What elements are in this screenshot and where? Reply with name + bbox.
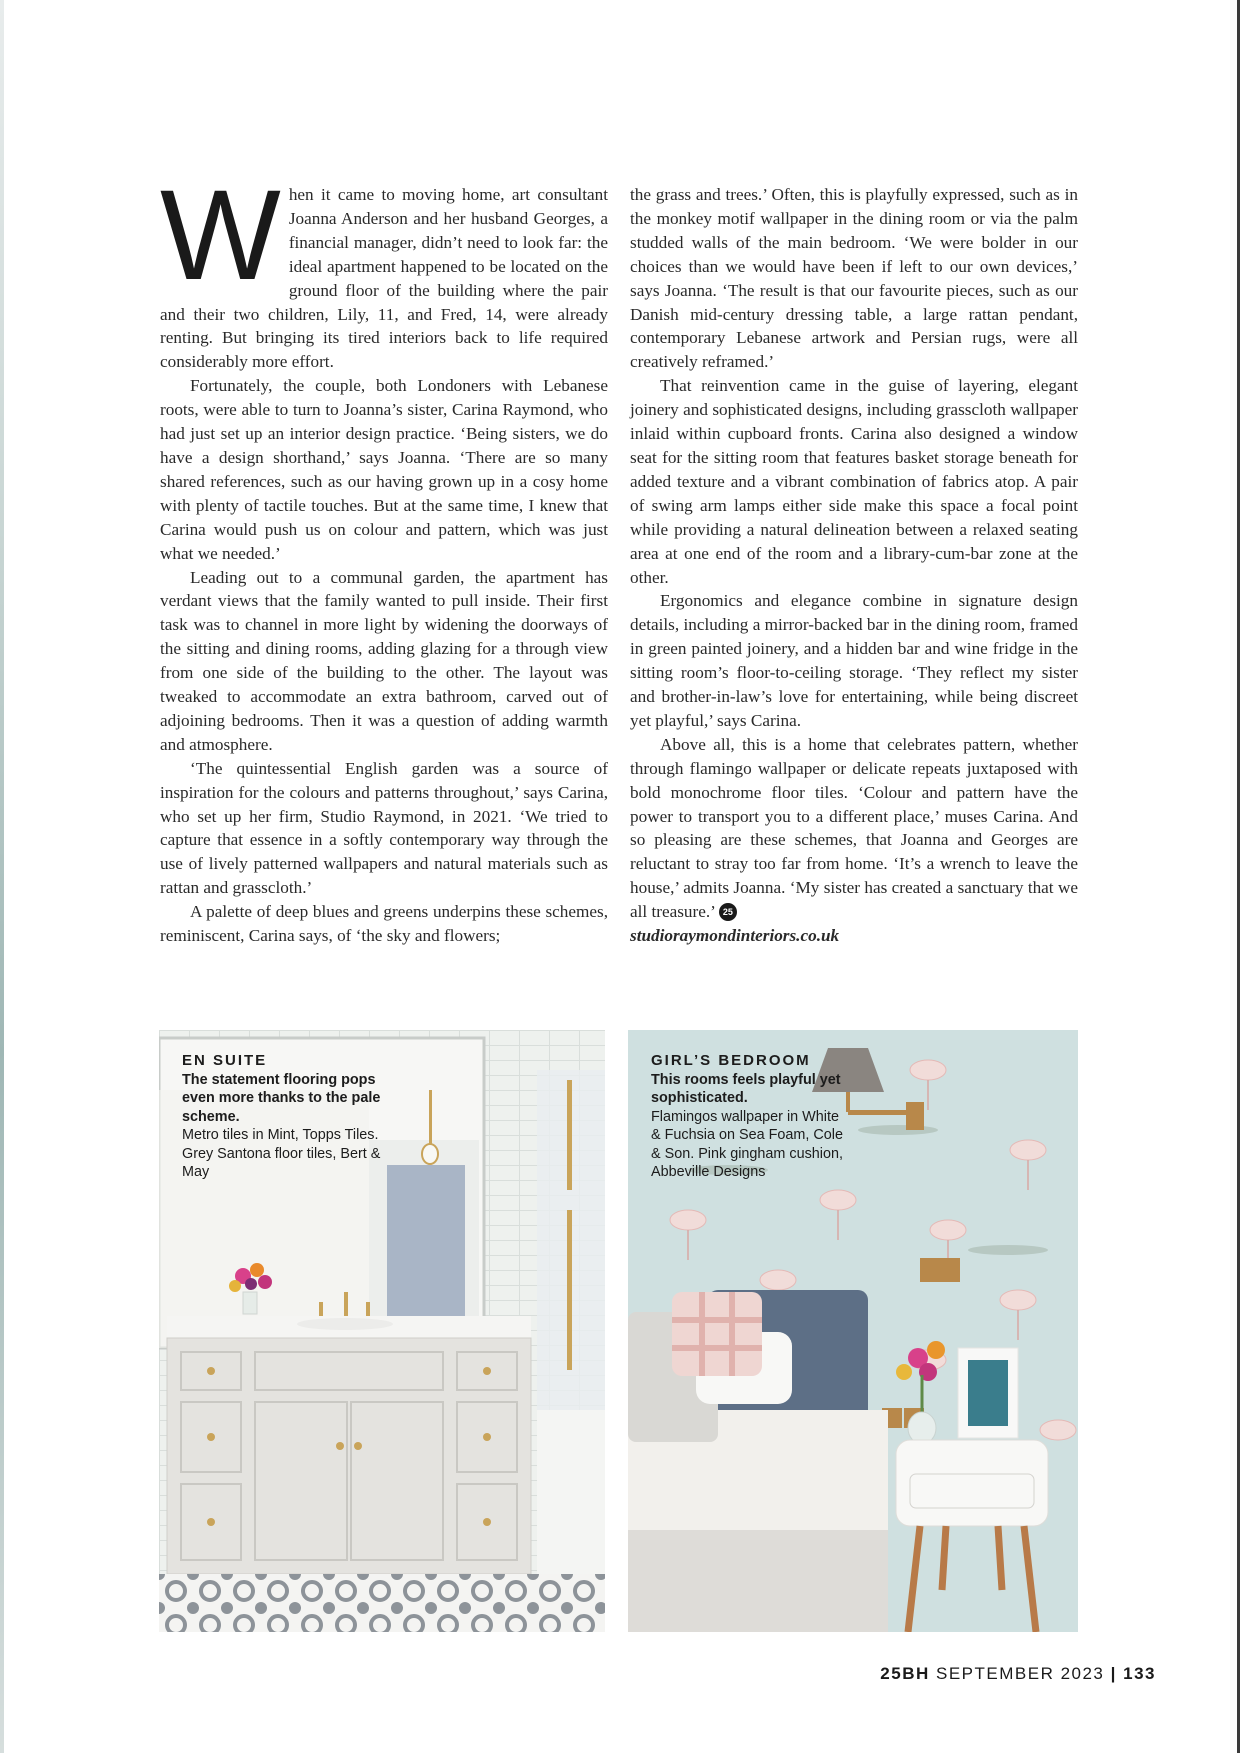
end-mark-icon: 25 xyxy=(719,903,737,921)
article-paragraph: Fortunately, the couple, both Londoners with Lebanese roots, were able to turn to Joanna’s sister, Carina Raymond, who had just set up an interior design practice. ‘Being sisters, we do have a design shorthand,’ says Joanna. ‘There are so many shared references, such as our having grown up in a cosy home with plenty of tactile touches. But at the same time, I knew that Carina would push us on colour and pattern, which was just what we needed.’ xyxy=(160,376,608,563)
article-paragraph: ‘The quintessential English garden was a source of inspiration for the colours and patterns throughout,’ says Carina, who set up her firm, Studio Raymond, in 2021. ‘We tried to capture that essence in a softly contemporary way through the use of lively patterned wallpapers and natural materials such as rattan and grasscloth.’ xyxy=(160,758,608,898)
issue-date: SEPTEMBER 2023 xyxy=(935,1664,1105,1683)
page-footer xyxy=(880,1664,1156,1684)
article-paragraph: A palette of deep blues and greens underpins these schemes, reminiscent, Carina says, of ‘the sky and flowers; xyxy=(160,902,608,946)
en-suite-caption xyxy=(182,1052,382,1182)
caption-headline: The statement flooring pops even more thanks to the pale scheme. xyxy=(182,1071,381,1125)
article-paragraph: When it came to moving home, art consultant Joanna Anderson and her husband Georges, a financial manager, didn’t need to look far: the ideal apartment happened to be located on the ground floor of the building where the pair and their two children, Lily, 11, and Fred, 14, were already renting. But bringing its tired interiors back to life required considerably more effort. xyxy=(160,164,608,372)
caption-kicker: GIRL’S BEDROOM xyxy=(651,1052,811,1069)
article-paragraph: Above all, this is a home that celebrates pattern, whether through flamingo wallpaper or delicate repeats juxtaposed with bold monochrome floor tiles. ‘Colour and pattern have the power to transport you to a different place,’ muses Carina. And so pleasing are these schemes, that Joanna and Georges are reluctant to stray too far from home. ‘It’s a wrench to leave the house,’ admits Joanna. ‘My sister has created a sanctuary that we all treasure.’ 25 xyxy=(630,734,1078,922)
article-paragraph: Leading out to a communal garden, the apartment has verdant views that the family wanted to pull inside. Their first task was to channel in more light by widening the doorways of the sitting and dining rooms, adding glazing for a through view from one side of the building to the other. The layout was tweaked to accommodate an extra bathroom, carved out of adjoining bedrooms. Then it was a question of adding warmth and atmosphere. xyxy=(160,567,608,754)
article-column-right xyxy=(630,183,1078,948)
en-suite-photo xyxy=(159,1030,605,1632)
website-credit: studioraymondinteriors.co.uk xyxy=(630,926,840,946)
left-page-edge xyxy=(0,0,4,1753)
caption-body: Flamingos wallpaper in White & Fuchsia on Sea Foam, Cole & Son. Pink gingham cushion, Abbeville Designs xyxy=(651,1108,843,1180)
article-paragraph: the grass and trees.’ Often, this is playfully expressed, such as in the monkey motif wallpaper in the dining room or via the palm studded walls of the main bedroom. ‘We were bolder in our choices than we would have been if left to our own devices,’ says Joanna. ‘The result is that our favourite pieces, such as our Danish mid-century dressing table, a large rattan pendant, contemporary Lebanese artwork and Persian rugs, were all creatively reframed.’ xyxy=(630,185,1078,372)
page-number: 133 xyxy=(1123,1664,1156,1683)
magazine-brand: 25BH xyxy=(880,1664,930,1683)
footer-separator: | xyxy=(1110,1664,1117,1683)
caption-headline: This rooms feels playful yet sophisticated. xyxy=(651,1071,841,1106)
drop-cap: W xyxy=(160,164,281,307)
caption-kicker: EN SUITE xyxy=(182,1052,268,1069)
article-column-left xyxy=(160,164,608,948)
article-paragraph: Ergonomics and elegance combine in signature design details, including a mirror-backed bar in the dining room, framed in green painted joinery, and a hidden bar and wine fridge in the sitting room’s floor-to-ceiling storage. ‘They reflect my sister and brother-in-law’s love for entertaining, while being discreet yet playful,’ says Carina. xyxy=(630,591,1078,730)
bedroom-caption xyxy=(651,1052,851,1182)
bedroom-photo xyxy=(628,1030,1078,1632)
article-paragraph: That reinvention came in the guise of layering, elegant joinery and sophisticated designs, including grasscloth wallpaper inlaid within cupboard fronts. Carina also designed a window seat for the sitting room that features basket storage beneath for added texture and a vibrant combination of fabrics atop. A pair of swing arm lamps either side make this space a focal point while providing a natural delineation between a relaxed seating area at one end of the room and a library-cum-bar zone at the other. xyxy=(630,376,1078,587)
caption-body: Metro tiles in Mint, Topps Tiles. Grey Santona floor tiles, Bert & May xyxy=(182,1127,381,1180)
